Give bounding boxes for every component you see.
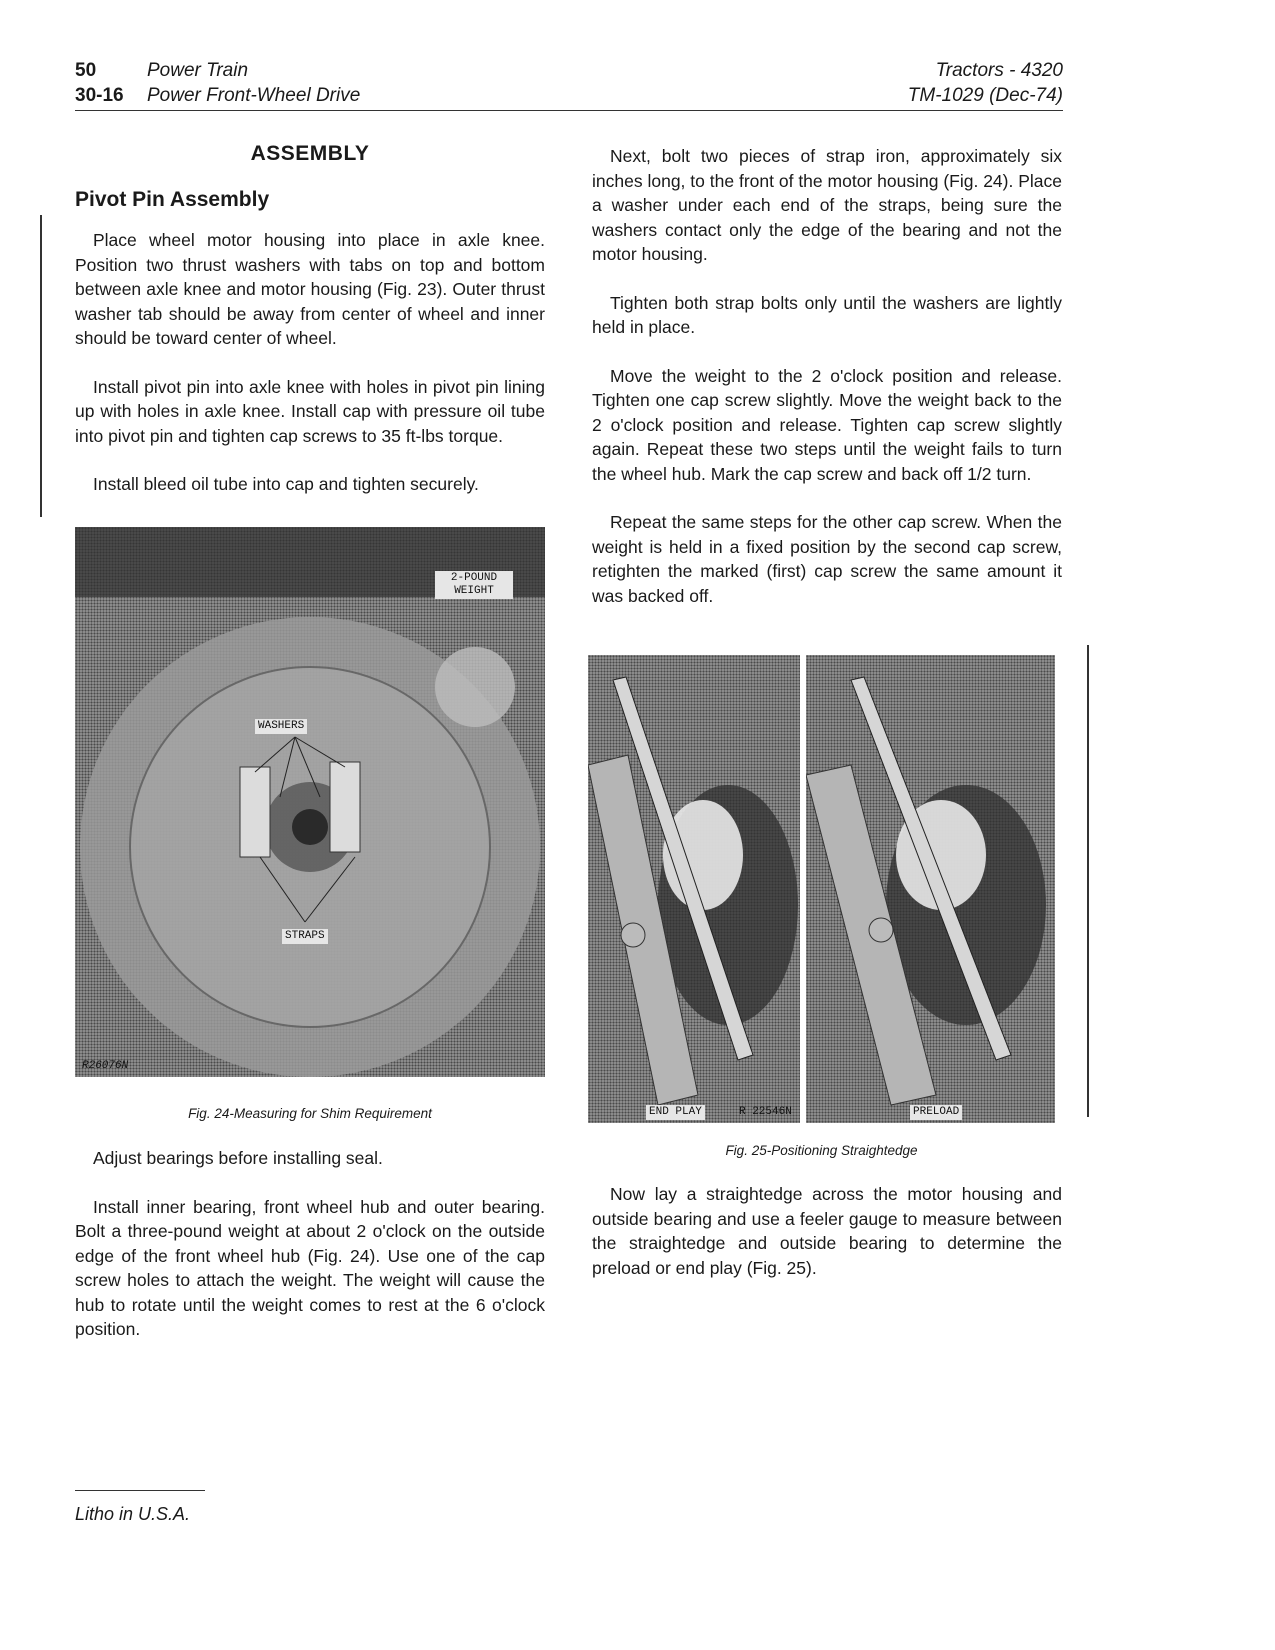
header-left-line1 bbox=[75, 58, 360, 83]
straps-label: STRAPS bbox=[282, 929, 328, 944]
paragraph: Install bleed oil tube into cap and tighten securely. bbox=[93, 474, 479, 494]
end-play-label: END PLAY bbox=[646, 1105, 705, 1120]
right-text-top bbox=[592, 144, 1062, 608]
footer-rule bbox=[75, 1490, 205, 1491]
section-title: ASSEMBLY bbox=[250, 142, 370, 165]
group-number: 30-16 bbox=[75, 85, 124, 106]
paragraph: Adjust bearings before installing seal. bbox=[93, 1148, 383, 1168]
straightedge-end-play-illustration bbox=[588, 655, 800, 1123]
header-right bbox=[908, 58, 1063, 108]
paragraph: Now lay a straightedge across the motor housing and outside bearing and use a feeler gauge to measure between the straightedge and outside bearing to determine the preload or end play (Fig. 25). bbox=[592, 1184, 1062, 1278]
weight-label: 2-POUND WEIGHT bbox=[435, 571, 513, 599]
paragraph: Move the weight to the 2 o'clock position and release. Tighten one cap screw slightly. Move the weight back to the 2 o'clock position and release. Tighten cap screw slightly again. Repeat these two steps until the weight fails to turn the wheel hub. Mark the cap screw and back off 1/2 turn. bbox=[592, 365, 1062, 484]
page-number: 50 bbox=[75, 60, 97, 81]
footer-text: Litho in U.S.A. bbox=[75, 1504, 191, 1524]
fig24-photo bbox=[75, 527, 545, 1077]
photo-code: R26076N bbox=[82, 1060, 129, 1072]
fig25-photo-right bbox=[806, 655, 1055, 1123]
change-bar bbox=[40, 215, 42, 517]
wheel-hub-illustration bbox=[75, 527, 545, 1077]
paragraph: Install inner bearing, front wheel hub and outer bearing. Bolt a three-pound weight at about 2 o'clock on the outside edge of the front wheel hub (Fig. 24). Use one of the cap screw holes to attach the weight. The weight will cause the hub to rotate until the weight comes to rest at the 6 o'clock position. bbox=[75, 1196, 545, 1339]
paragraph: Install pivot pin into axle knee with holes in pivot pin lining up with holes in axle knee. Install cap with pressure oil tube into pivot pin and tighten cap screws to 35 ft-lbs torque. bbox=[75, 376, 545, 446]
fig25-photo-left bbox=[588, 655, 800, 1123]
preload-label: PRELOAD bbox=[910, 1105, 962, 1120]
washers-label: WASHERS bbox=[255, 719, 307, 734]
right-text-bottom bbox=[592, 1182, 1062, 1280]
subheading: Pivot Pin Assembly bbox=[75, 188, 270, 211]
section-name: Power Train bbox=[147, 60, 249, 81]
header-left-line2 bbox=[75, 83, 360, 108]
straightedge-preload-illustration bbox=[806, 655, 1055, 1123]
left-text-bottom bbox=[75, 1146, 545, 1342]
header-rule bbox=[75, 110, 1063, 111]
paragraph: Repeat the same steps for the other cap screw. When the weight is held in a fixed position by the second cap screw, retighten the marked (first) cap screw the same amount it was backed off. bbox=[592, 512, 1062, 606]
manual-model: Tractors - 4320 bbox=[935, 60, 1063, 81]
fig25-caption: Fig. 25-Positioning Straightedge bbox=[725, 1143, 918, 1158]
photo-code: R 22546N bbox=[739, 1106, 792, 1118]
paragraph: Place wheel motor housing into place in axle knee. Position two thrust washers with tabs on top and bottom between axle knee and motor housing (Fig. 23). Outer thrust washer tab should be away from center of wheel and inner should be toward center of wheel. bbox=[75, 230, 545, 348]
paragraph: Next, bolt two pieces of strap iron, approximately six inches long, to the front of the motor housing (Fig. 24). Place a washer under each end of the straps, being sure the washers contact only the edge of the bearing and not the motor housing. bbox=[592, 146, 1062, 264]
manual-code: TM-1029 (Dec-74) bbox=[907, 85, 1063, 106]
change-bar bbox=[1087, 645, 1089, 1117]
fig24-caption: Fig. 24-Measuring for Shim Requirement bbox=[188, 1106, 432, 1121]
paragraph: Tighten both strap bolts only until the washers are lightly held in place. bbox=[592, 292, 1062, 337]
header-left bbox=[75, 58, 360, 108]
left-text-top bbox=[75, 228, 545, 497]
subsection-name: Power Front-Wheel Drive bbox=[147, 85, 361, 106]
